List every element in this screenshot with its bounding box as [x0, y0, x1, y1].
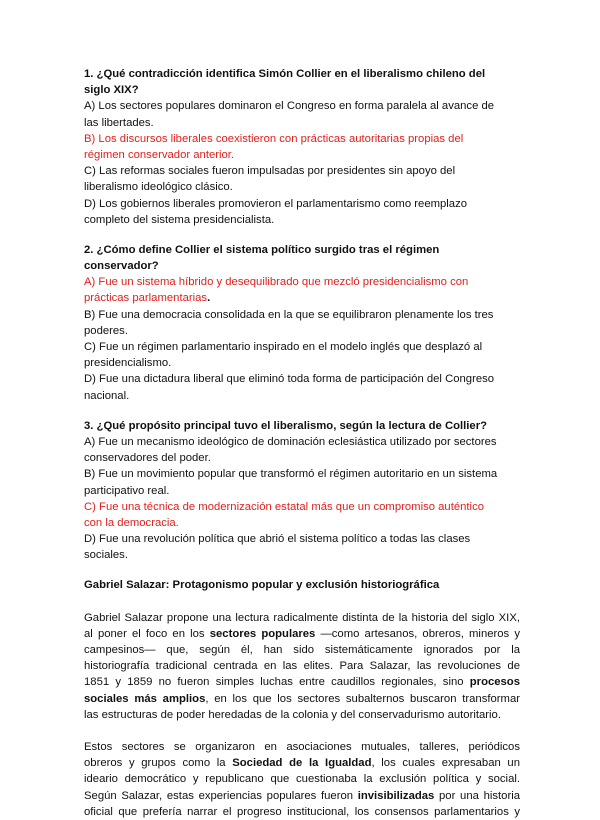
paragraph-2	[84, 739, 520, 820]
question-3-option-b-cont: participativo real.	[84, 484, 170, 497]
emphasis-sociales-mas-amplios: sociales más amplios	[84, 692, 206, 705]
question-3-option-c-correct: C) Fue una técnica de modernización estatal más que un compromiso auténtico	[84, 500, 484, 513]
paragraph-line: ideario democrático y republicano que cuestionaba la exclusión política y social.	[84, 773, 520, 786]
question-1-option-c-cont: liberalismo ideológico clásico.	[84, 181, 233, 194]
question-2-option-d: D) Fue una dictadura liberal que eliminó toda forma de participación del Congreso	[84, 373, 495, 386]
text-run: , en los que los sectores subalternos buscaron transformar	[205, 692, 520, 705]
question-2-option-a-text: prácticas parlamentarias	[84, 292, 208, 305]
question-2-option-c: C) Fue un régimen parlamentario inspirado en el modelo inglés que desplazó al	[84, 341, 483, 353]
text-run: al poner el foco en los	[84, 627, 210, 640]
question-2-option-a-correct: A) Fue un sistema híbrido y desequilibrado que mezcló presidencialismo con	[84, 276, 469, 289]
text-run: obreros y grupos como la	[84, 757, 233, 770]
question-3-option-b: B) Fue un movimiento popular que transformó el régimen autoritario en un sistema	[84, 468, 498, 481]
document-page	[84, 66, 520, 820]
question-3-option-d-cont: sociales.	[84, 549, 128, 562]
question-3-option-c-correct-cont: con la democracia.	[84, 516, 179, 529]
paragraph-line: Gabriel Salazar propone una lectura radicalmente distinta de la historia del siglo XIX,	[84, 611, 520, 624]
question-3	[84, 418, 520, 564]
question-1-option-b-correct: B) Los discursos liberales coexistieron con prácticas autoritarias propias del	[84, 132, 464, 145]
text-run: —como artesanos, obreros, mineros y	[315, 627, 520, 640]
paragraph-line: campesinos— que, según él, han sido sistemáticamente ignorados por la	[84, 644, 520, 656]
question-1-option-d-cont: completo del sistema presidencialista.	[84, 213, 275, 226]
question-1-option-b-correct-cont: régimen conservador anterior.	[84, 148, 235, 161]
question-2-option-b: B) Fue una democracia consolidada en la que se equilibraron plenamente los tres	[84, 308, 494, 321]
question-2-title: 2. ¿Cómo define Collier el sistema político surgido tras el régimen	[84, 243, 440, 256]
question-2-option-a-correct-cont	[84, 290, 520, 306]
question-1-option-a-cont: las libertades.	[84, 116, 154, 129]
paragraph-1	[84, 610, 520, 723]
paragraph-line	[84, 626, 520, 642]
section-heading: Gabriel Salazar: Protagonismo popular y exclusión historiográfica	[84, 579, 440, 592]
emphasis-procesos: procesos	[469, 676, 520, 689]
question-2-option-a-period: .	[207, 292, 211, 305]
question-1	[84, 66, 520, 228]
question-2-option-b-cont: poderes.	[84, 324, 128, 337]
paragraph-line: las estructuras de poder heredadas de la colonia y del conservadurismo autoritario.	[84, 708, 501, 721]
question-2	[84, 242, 520, 404]
text-run: Según Salazar, estas experiencias populares fueron	[84, 789, 358, 802]
question-3-option-a-cont: conservadores del poder.	[84, 452, 211, 465]
question-2-option-d-cont: nacional.	[84, 389, 130, 402]
emphasis-sectores-populares: sectores populares	[209, 627, 316, 640]
question-3-title: 3. ¿Qué propósito principal tuvo el liberalismo, según la lectura de Collier?	[84, 419, 488, 432]
question-2-option-c-cont: presidencialismo.	[84, 357, 172, 370]
question-1-title-cont: siglo XIX?	[84, 84, 139, 97]
paragraph-line: oficial que prefería narrar el progreso institucional, los consensos parlamentarios y	[84, 805, 520, 818]
text-run: , los cuales expresaban un	[371, 757, 520, 770]
paragraph-line: Estos sectores se organizaron en asociaciones mutuales, talleres, periódicos	[84, 740, 520, 753]
question-1-title: 1. ¿Qué contradicción identifica Simón Collier en el liberalismo chileno del	[84, 68, 486, 80]
paragraph-line	[84, 674, 520, 690]
text-run: por una historia	[434, 789, 520, 802]
paragraph-line	[84, 691, 520, 707]
emphasis-sociedad-de-la-igualdad: Sociedad de la Igualdad	[232, 757, 372, 770]
question-3-option-d: D) Fue una revolución política que abrió el sistema político a todas las clases	[84, 533, 471, 546]
paragraph-line	[84, 788, 520, 804]
question-1-option-c: C) Las reformas sociales fueron impulsadas por presidentes sin apoyo del	[84, 165, 456, 178]
question-1-option-a: A) Los sectores populares dominaron el Congreso en forma paralela al avance de	[84, 100, 495, 113]
paragraph-line: historiografía tradicional centrada en las elites. Para Salazar, las revoluciones de	[84, 660, 520, 673]
text-run: 1851 y 1859 no fueron simples luchas entre caudillos regionales, sino	[84, 676, 470, 689]
emphasis-invisibilizadas: invisibilizadas	[357, 789, 435, 802]
question-1-option-d: D) Los gobiernos liberales promovieron el parlamentarismo como reemplazo	[84, 197, 468, 210]
paragraph-line	[84, 755, 520, 771]
question-2-title-cont: conservador?	[84, 260, 159, 273]
question-3-option-a: A) Fue un mecanismo ideológico de dominación eclesiástica utilizado por sectores	[84, 435, 497, 448]
